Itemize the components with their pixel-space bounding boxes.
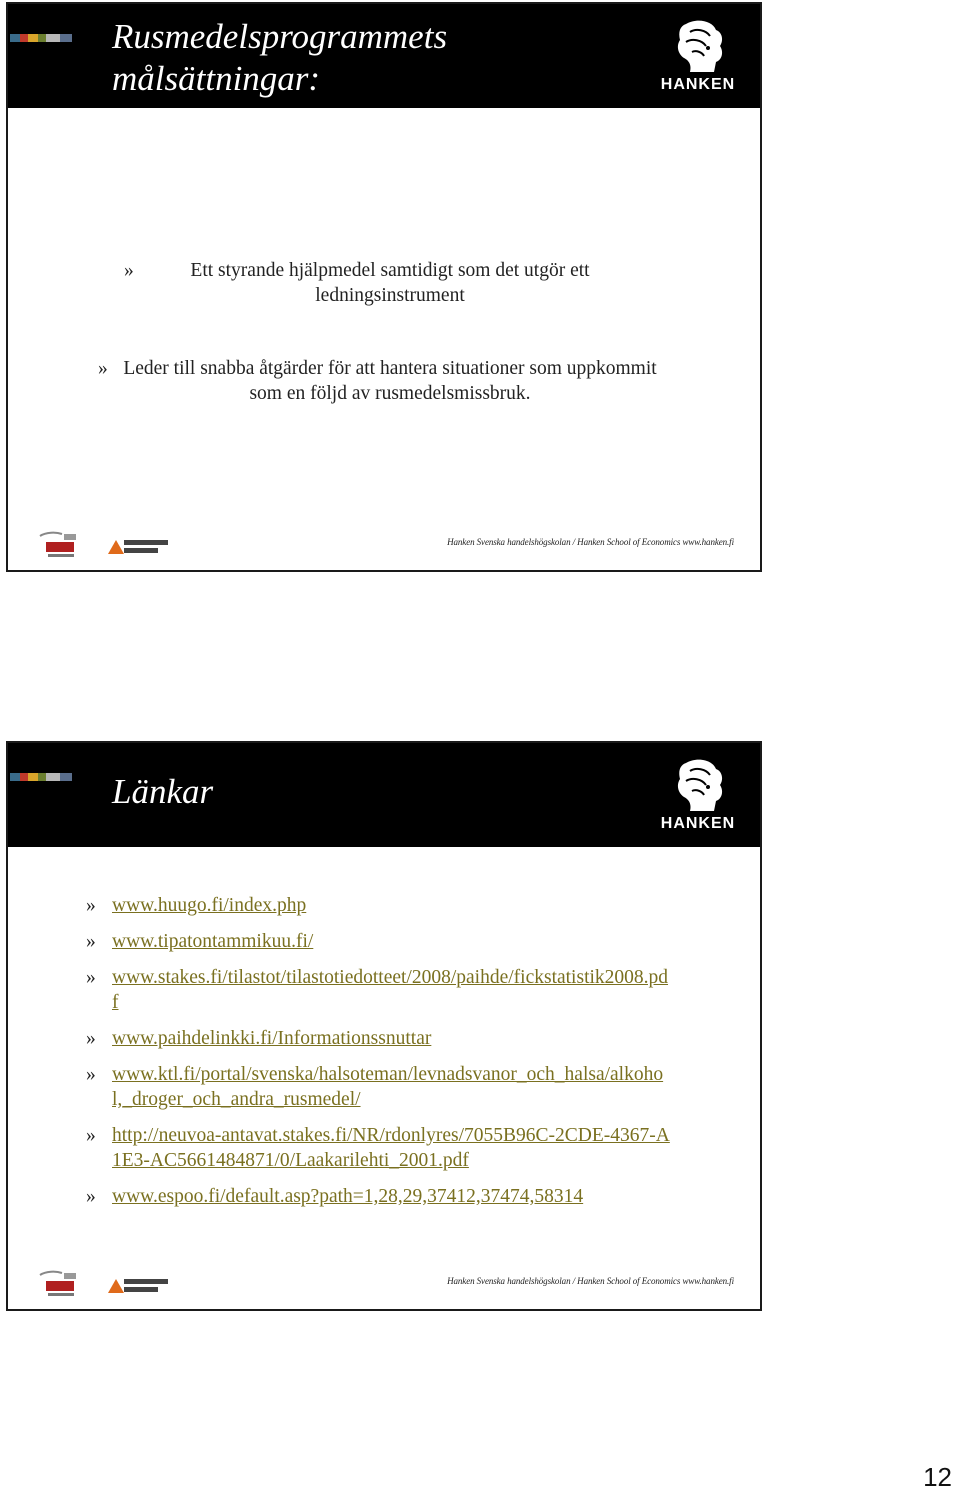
association-of-mbas-logo-icon (108, 1279, 168, 1293)
slide-title: Länkar (112, 772, 214, 811)
link-item (86, 965, 672, 1015)
slide-title: Rusmedelsprogrammets målsättningar: (112, 17, 448, 98)
slide-1 (6, 2, 762, 572)
link-neuvoa-antavat[interactable]: http://neuvoa-antavat.stakes.fi/NR/rdonlyres/7055B96C-2CDE-4367-A1E3-AC5661484871/0/Laakarilehti_2001.pdf (112, 1125, 670, 1171)
hanken-head-icon (656, 757, 740, 817)
slide-footer (8, 522, 760, 570)
slide-header (8, 4, 760, 108)
bullet-marker: » (86, 1028, 96, 1049)
bullet-marker: » (124, 260, 134, 281)
slide-footer (8, 1261, 760, 1309)
link-espoo[interactable]: www.espoo.fi/default.asp?path=1,28,29,37412,37474,58314 (112, 1186, 584, 1207)
link-item (86, 1026, 686, 1051)
footer-text: Hanken Svenska handelshögskolan / Hanken School of Economics www.hanken.fi (447, 537, 734, 547)
hanken-head-icon (656, 18, 740, 78)
footer-text: Hanken Svenska handelshögskolan / Hanken School of Economics www.hanken.fi (447, 1276, 734, 1286)
hanken-logo (656, 18, 740, 98)
hanken-wordmark: HANKEN (660, 815, 736, 832)
link-paihdelinkki[interactable]: www.paihdelinkki.fi/Informationssnuttar (112, 1028, 432, 1049)
bullet-marker: » (98, 358, 108, 379)
color-stripe (10, 34, 72, 42)
link-list (86, 893, 686, 1220)
link-item (86, 1123, 672, 1173)
page-number: 12 (923, 1462, 952, 1492)
link-item (86, 1184, 686, 1209)
link-item (86, 893, 686, 918)
hanken-wordmark: HANKEN (660, 76, 736, 93)
link-stakes-statistics[interactable]: www.stakes.fi/tilastot/tilastotiedotteet/2008/paihde/fickstatistik2008.pdf (112, 967, 669, 1013)
link-item (86, 1062, 672, 1112)
link-huugo[interactable]: www.huugo.fi/index.php (112, 895, 307, 916)
bullet-marker: » (86, 967, 96, 988)
accreditation-logos (34, 530, 174, 562)
bullet-marker: » (86, 895, 96, 916)
bullet-text: Ett styrande hjälpmedel samtidigt som det utgör ett ledningsinstrument (190, 260, 590, 306)
equis-logo-icon (40, 1272, 76, 1296)
bullet-marker: » (86, 1064, 96, 1085)
slide-header (8, 743, 760, 847)
hanken-logo (656, 757, 740, 837)
bullet-marker: » (86, 1186, 96, 1207)
bullet-item (124, 258, 644, 308)
accreditation-logos (34, 1269, 174, 1301)
bullet-item (98, 356, 678, 406)
link-ktl[interactable]: www.ktl.fi/portal/svenska/halsoteman/levnadsvanor_och_halsa/alkohol,_droger_och_andra_rusmedel/ (112, 1064, 664, 1110)
bullet-text: Leder till snabba åtgärder för att hantera situationer som uppkommit som en följd av rusmedelsmissbruk. (123, 358, 657, 404)
link-item (86, 929, 686, 954)
association-of-mbas-logo-icon (108, 540, 168, 554)
bullet-marker: » (86, 1125, 96, 1146)
equis-logo-icon (40, 533, 76, 557)
link-tipatontammikuu[interactable]: www.tipatontammikuu.fi/ (112, 931, 314, 952)
slide-2 (6, 741, 762, 1311)
color-stripe (10, 773, 72, 781)
bullet-marker: » (86, 931, 96, 952)
